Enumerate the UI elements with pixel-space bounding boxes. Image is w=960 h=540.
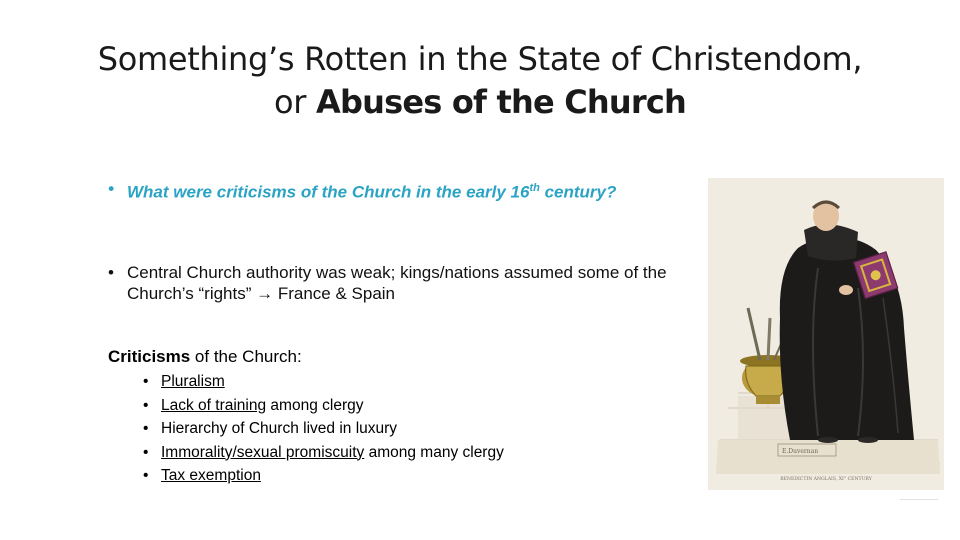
list-item — [143, 417, 504, 441]
underlined-term: Tax exemption — [161, 467, 261, 484]
bullet-marker: • — [108, 179, 114, 198]
bullet-marker: • — [143, 373, 149, 390]
bullet-marker: • — [143, 396, 149, 414]
question-superscript: th — [529, 182, 540, 194]
criticisms-heading-bold: Criticisms — [108, 347, 191, 366]
authority-bullet — [108, 262, 668, 304]
slide-decoration-line — [900, 499, 938, 500]
underlined-term: Lack of training — [161, 396, 267, 414]
bullet-marker: • — [143, 420, 149, 437]
bullet-marker: • — [143, 443, 149, 461]
monk-illustration — [708, 178, 944, 490]
item-rest: Hierarchy of Church lived in luxury — [161, 420, 398, 437]
illustration-caption: BENEDICTIN ANGLAIS, XI° CENTURY — [780, 477, 872, 482]
question-text — [127, 178, 616, 203]
title-line-2 — [0, 81, 960, 124]
benedictine-monk-image — [708, 178, 944, 490]
list-item — [143, 464, 504, 488]
list-item — [143, 394, 504, 418]
criticisms-heading-rest: of the Church: — [190, 347, 302, 366]
list-item — [143, 441, 504, 465]
bullet-marker: • — [143, 467, 149, 484]
list-item — [143, 370, 504, 394]
slide-title — [0, 38, 960, 124]
item-rest: among clergy — [266, 396, 364, 414]
question-text-main: What were criticisms of the Church in the early 16 — [127, 182, 530, 202]
underlined-term: Immorality/sexual promiscuity — [161, 443, 365, 461]
authority-text: Central Church authority was weak; kings/nations assumed some of the Church’s “rights” → France & Spain — [127, 263, 667, 303]
item-rest: among many clergy — [364, 443, 504, 461]
question-text-end: century? — [539, 182, 617, 202]
criticisms-heading — [108, 346, 302, 367]
illustration-signature: E.Duvernan — [782, 448, 819, 455]
title-prefix: or — [274, 83, 317, 121]
bullet-marker: • — [108, 263, 114, 282]
question-bullet — [108, 178, 628, 203]
title-line-1: Something’s Rotten in the State of Christendom, — [97, 40, 863, 78]
criticisms-list — [143, 370, 504, 488]
title-bold: Abuses of the Church — [316, 83, 686, 121]
underlined-term: Pluralism — [161, 373, 225, 390]
